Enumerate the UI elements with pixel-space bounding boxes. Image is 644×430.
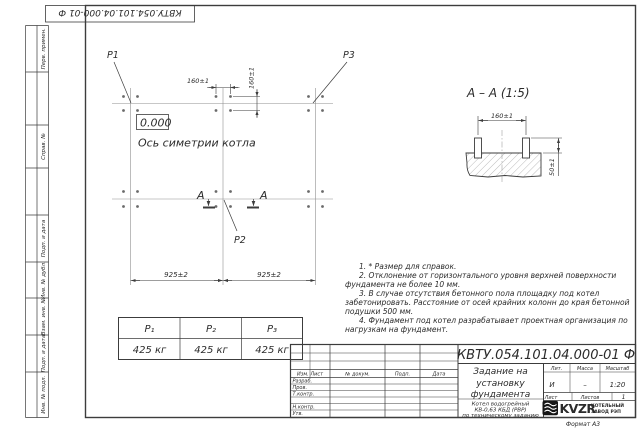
company-name-line2: ЗАВОД РЭП <box>591 410 621 415</box>
margin-label-podp-data-2: Подп. и дата <box>40 334 47 373</box>
top-doc-number-box <box>46 6 195 23</box>
plan-dim-925-left-text: 925±2 <box>164 271 188 279</box>
stamp-title-line1: Задание на <box>473 367 528 377</box>
margin-label-inv-dubl: Инв. № дубл. <box>40 261 47 299</box>
plan-section-letter-left: А <box>197 189 205 202</box>
top-doc-number: КВТУ.054.101.04.000-01 Ф <box>58 7 182 17</box>
load-table-text <box>133 324 290 356</box>
load-table-header-p2: P₂ <box>205 324 217 335</box>
stamp-row-nkontr: Н.контр. <box>292 404 315 411</box>
margin-label-perv-primen: Перв. примен. <box>40 28 47 70</box>
load-table-value-p2: 425 кг <box>194 345 228 356</box>
plan-dim-160-v-text: 160±1 <box>247 67 256 89</box>
title-block-text <box>293 348 636 428</box>
stamp-mass-label: Масса <box>577 366 593 372</box>
stamp-product-line1: Котел водогрейный <box>471 401 530 408</box>
stamp-col-dokum: № докум. <box>345 371 370 378</box>
stamp-row-utv: Утв. <box>292 411 303 417</box>
stamp-row-prov: Пров. <box>292 385 308 391</box>
plan-axis-caption: Ось симетрии котла <box>138 136 256 150</box>
load-table-value-p1: 425 кг <box>132 345 167 356</box>
plan-load-point-p2: P2 <box>234 235 246 246</box>
company-logo-text: KVZR <box>559 401 596 416</box>
load-table-header-p1: P₁ <box>144 324 155 335</box>
stamp-row-tkontr: Т.контр. <box>292 391 315 398</box>
stamp-lit-value: И <box>549 381 555 389</box>
notes-block <box>345 262 636 334</box>
margin-label-vzam-inv: Взам. инв. № <box>40 297 47 336</box>
section-title: А – А (1:5) <box>467 86 530 100</box>
plan-elevation-mark <box>137 115 172 130</box>
plan-dim-160-h-text: 160±1 <box>187 77 209 85</box>
company-name-line1: КОТЕЛЬНЫЙ <box>591 404 625 409</box>
stamp-product-line3: по техническому заданию <box>462 413 539 419</box>
section-anchor-bolt-right <box>523 138 530 158</box>
plan-section-letter-right: А <box>260 189 268 202</box>
note-item-4: 4. Фундамент под котел разрабатывает проектная организация по нагрузкам на фундамент. <box>345 316 628 334</box>
stamp-product-line2: КВ-0,63 КБД (РВР) <box>474 407 527 414</box>
note-item-1: 1. * Размер для справок. <box>359 262 457 271</box>
stamp-title-line3: фундамента <box>470 390 531 400</box>
stamp-title-line2: установку <box>476 379 525 389</box>
stamp-format: Формат А3 <box>565 421 601 428</box>
stamp-scale-label: Масштаб <box>605 366 630 372</box>
section-foundation-pad <box>466 130 541 182</box>
stamp-doc-number: КВТУ.054.101.04.000-01 Ф <box>456 348 636 363</box>
company-logo <box>543 401 625 416</box>
stamp-col-izm-list: Изм. Лист <box>296 371 324 378</box>
stamp-mass-value: – <box>583 381 587 389</box>
plan-dim-925-right-text: 925±2 <box>257 271 281 279</box>
stamp-row-razrab: Разраб. <box>292 378 313 385</box>
margin-label-sprav-n: Справ. № <box>40 133 47 160</box>
section-dim-50-text: 50±1 <box>548 158 557 176</box>
stamp-col-podp: Подп. <box>394 371 411 378</box>
left-margin-labels <box>41 28 47 414</box>
plan-load-point-p3: P3 <box>343 50 355 61</box>
section-anchor-bolt-left <box>475 138 482 158</box>
stamp-col-data: Дата <box>432 371 446 378</box>
plan-elevation-value: 0.000 <box>140 116 172 130</box>
stamp-sheets-label: Листов <box>580 394 600 401</box>
stamp-lit-label: Лит. <box>550 366 563 372</box>
margin-label-podp-data-1: Подп. и дата <box>40 219 47 258</box>
stamp-sheets-value: 1 <box>621 394 626 401</box>
stamp-sheet-label: Лист <box>544 394 558 401</box>
load-table-value-p3: 425 кг <box>255 345 289 356</box>
note-item-2: 2. Отклонение от горизонтального уровня верхней поверхности фундамента не более 10 мм. <box>345 271 617 289</box>
margin-label-inv-podl: Инв. № подл. <box>40 375 47 414</box>
section-dim-160-text: 160±1 <box>491 112 513 120</box>
load-table-header-p3: P₃ <box>266 324 278 335</box>
note-item-3: 3. В случае отсутствия бетонного пола площадку под котел забетонировать. Расстояние от осей крайних колонн до края бетонной подушки 500 мм. <box>345 289 630 316</box>
plan-load-point-p1: P1 <box>107 50 119 61</box>
stamp-scale-value: 1:20 <box>609 381 626 389</box>
